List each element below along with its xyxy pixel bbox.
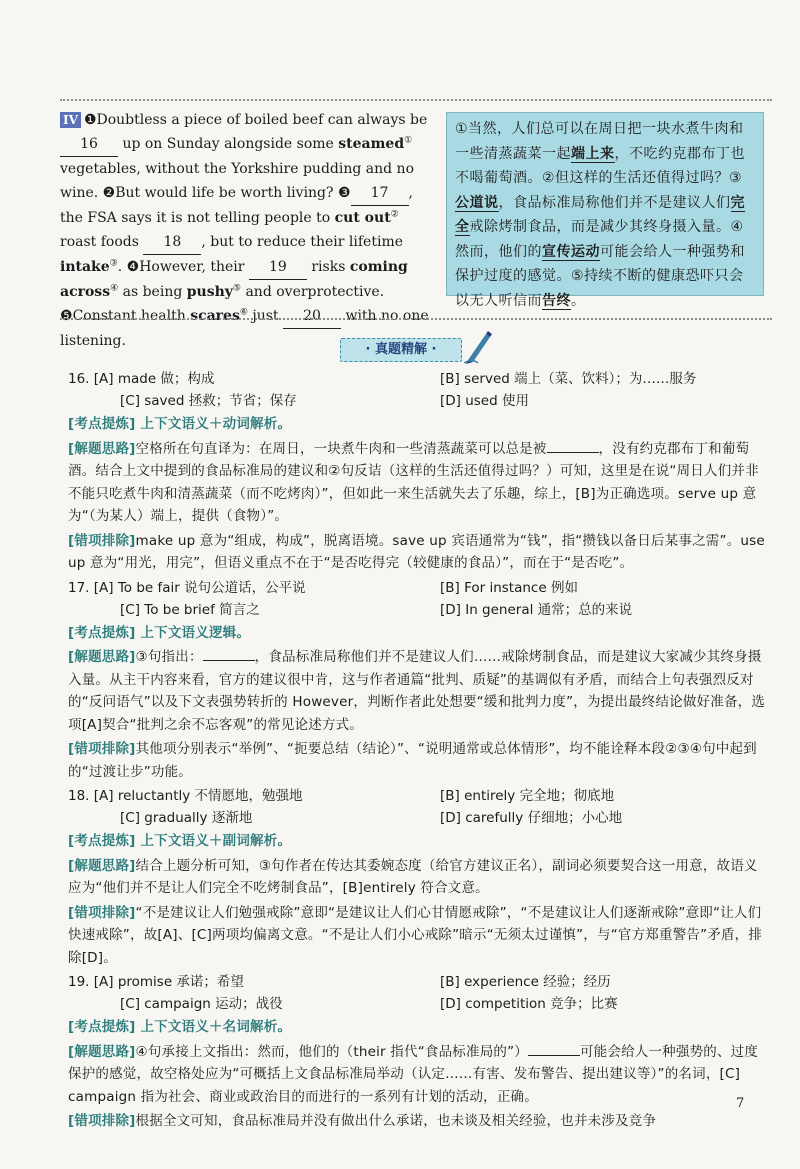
vocab-term: intake xyxy=(60,259,110,275)
q19-kaodian xyxy=(68,1016,768,1039)
q16-option-b: [B] served 端上（菜、饮料）；为……服务 xyxy=(440,371,697,387)
q18-option-c: [C] gradually 逐渐地 xyxy=(120,810,253,826)
translation-keyword: 告终 xyxy=(542,292,571,309)
q16-jieti xyxy=(68,438,768,528)
q18-js-label: [解题思路] xyxy=(68,857,136,874)
bottom-divider xyxy=(60,318,772,320)
answer-blank-16: 16 xyxy=(60,132,118,157)
q17-options-row1 xyxy=(68,577,768,599)
translation-text: ①当然，人们总可以在周日把一块水煮牛肉和一些清蒸蔬菜一起 xyxy=(455,121,744,162)
q18-kaodian xyxy=(68,830,768,853)
q19-options-row2 xyxy=(68,993,768,1015)
q17-kaodian xyxy=(68,622,768,645)
q18-kd: 上下文语义＋副词解析。 xyxy=(135,833,292,849)
q16-option-a: 16. [A] made 做；构成 xyxy=(68,371,215,387)
q18-cx: “不是建议让人们勉强戒除”意即“是建议让人们心甘情愿戒除”，“不是建议让人们逐渐戒除”意即“让人们快速戒除”，故[A]、[C]两项均偏离文意。“不是让人们小心戒除”暗示“无须太过谨慎”，与“官方郑重警告”矛盾，排除[D]。 xyxy=(68,904,763,966)
translation-text: 戒除烤制食品，而是减少其终身摄入量。④然而，他们的 xyxy=(455,219,744,260)
q16-kaodian xyxy=(68,413,768,436)
translation-keyword: 完全 xyxy=(455,194,745,235)
q19-cx: 根据全文可知，食品标准局并没有做出什么承诺，也未谈及相关经验，也并未涉及竞争 xyxy=(135,1113,657,1129)
q19-js-1: ④句承接上文指出：然而，他们的（their 指代“食品标准局的”） xyxy=(135,1043,528,1060)
translation-keyword: 宣传运动 xyxy=(542,243,600,260)
footnote-mark: ④ xyxy=(110,283,119,294)
banner-label: · 真题精解 · xyxy=(340,338,462,362)
translation-text: 可能会给人一种强势和保护过度的感觉。⑤持续不断的健康恐吓只会以无人听信而 xyxy=(455,243,745,309)
section-banner xyxy=(340,338,490,364)
q18-option-b: [B] entirely 完全地；彻底地 xyxy=(440,788,615,804)
page-number: 7 xyxy=(736,1096,745,1111)
q18-option-d: [D] carefully 仔细地；小心地 xyxy=(440,810,623,826)
vocab-term: steamed xyxy=(338,136,405,152)
q16-js-1: 空格所在句直译为：在周日，一块煮牛肉和一些清蒸蔬菜可以总是被 xyxy=(135,440,547,457)
q18-js: 结合上题分析可知，③句作者在传达其委婉态度（给官方建议正名），副词必须要契合这一用意，故语义应为“他们并不是让人们完全不吃烤制食品”，[B]entirely 符合文意。 xyxy=(68,857,758,896)
q19-cx-label: [错项排除] xyxy=(68,1113,136,1129)
q19-jieti xyxy=(68,1041,768,1109)
q16-cx: make up 意为“组成，构成”，脱离语境。save up 宾语通常为“钱”，指“攒钱以备日后某事之需”。use up 意为“用光，用完”，但语义重点不在于“是否吃得完（较健康的食品）”，而在于“是否吃”。 xyxy=(68,532,765,571)
q17-option-c: [C] To be brief 简言之 xyxy=(120,601,260,618)
translation-keyword: 公道说 xyxy=(455,194,499,211)
q17-option-d: [D] In general 通常；总的来说 xyxy=(440,601,633,618)
q17-option-b: [B] For instance 例如 xyxy=(440,579,578,596)
passage-text: IV ❶Doubtless a piece of boiled beef can always be16 up on Sunday alongside some steamed① vegetables, without the Yorkshire pudding and no wine. ❷But would life be worth living? ❸ 17 , the FSA says it is not telling people to cut out② roast foods 18 , but to reduce their lifetime intake③. ❹However, their 19 risks coming across④ as being pushy⑤ and overprotective. ❺Constant health scares⑥ just 20 with no one listening. xyxy=(60,112,429,349)
footnote-mark: ② xyxy=(390,209,399,220)
q19-js-2: 可能会给人一种强势的、过度保护的感觉，故空格处应为“可概括上文食品标准局举动（认定……有害、发布警告、提出建议等）”的名词，[C] campaign 指为社会、商业或政治目的而进行的一系列有计划的活动，正确。 xyxy=(68,1043,759,1105)
q19-option-c: [C] campaign 运动；战役 xyxy=(120,996,283,1012)
q16-kd: 上下文语义＋动词解析。 xyxy=(135,416,292,432)
q19-cuoxiang xyxy=(68,1110,768,1133)
pen-icon xyxy=(464,330,494,364)
q16-options-row1 xyxy=(68,368,768,390)
translation-text: 。 xyxy=(571,292,586,309)
q17-option-a: 17. [A] To be fair 说句公道话，公平说 xyxy=(68,579,306,596)
vocab-term: scares xyxy=(190,308,240,324)
q17-jieti xyxy=(68,646,768,736)
q18-jieti xyxy=(68,855,768,900)
sentence-marker: ❶ xyxy=(83,112,97,128)
translation-box xyxy=(446,112,764,309)
footnote-mark: ③ xyxy=(109,258,118,269)
q17-cx: 其他项分别表示“举例”、“扼要总结（结论）”、“说明通常或总体情形”，均不能诠释本段②③④句中起到的“过渡让步”功能。 xyxy=(68,741,757,780)
translation-text: ，不吃约克郡布丁也不喝葡萄酒。②但这样的生活还值得过吗？③ xyxy=(455,145,745,186)
q17-cuoxiang xyxy=(68,738,768,783)
vocab-term: coming across xyxy=(60,259,408,300)
blank-line xyxy=(528,1041,580,1056)
footnote-mark: ⑥ xyxy=(239,307,248,318)
q18-kd-label: [考点提炼] xyxy=(68,833,136,849)
q18-cx-label: [错项排除] xyxy=(68,904,136,921)
q17-cx-label: [错项排除] xyxy=(68,741,136,757)
q17-js-label: [解题思路] xyxy=(68,649,136,665)
q16-cx-label: [错项排除] xyxy=(68,532,136,549)
q16-kd-label: [考点提炼] xyxy=(68,416,136,432)
answer-content xyxy=(68,368,768,1135)
q16-js-2: ，没有约克郡布丁和葡萄酒。结合上文中提到的食品标准局的建议和②句反诘（这样的生活还值得过吗？）可知，这里是在说“周日人们并非不能只吃煮牛肉和清蒸蔬菜（而不吃烤肉）”，但如此一来生活就失去了乐趣，综上，[B]为正确选项。serve up 意为“（为某人）端上，提供（食物）”。 xyxy=(68,440,759,524)
sentence-marker: ❷ xyxy=(102,185,116,201)
sentence-marker: ❹ xyxy=(126,259,140,275)
q19-option-d: [D] competition 竞争；比赛 xyxy=(440,996,618,1012)
q17-options-row2 xyxy=(68,599,768,621)
q19-js-label: [解题思路] xyxy=(68,1043,136,1060)
sentence-marker: ❺ xyxy=(60,308,73,324)
blank-line xyxy=(547,438,599,453)
q19-option-b: [B] experience 经验；经历 xyxy=(440,974,611,990)
q16-cuoxiang xyxy=(68,530,768,575)
q19-kd: 上下文语义＋名词解析。 xyxy=(135,1019,292,1035)
q18-options-row1 xyxy=(68,785,768,807)
q16-options-row2 xyxy=(68,390,768,412)
q16-option-d: [D] used 使用 xyxy=(440,393,529,409)
q17-kd-label: [考点提炼] xyxy=(68,624,136,641)
q18-options-row2 xyxy=(68,807,768,829)
translation-keyword: 端上来 xyxy=(571,145,615,162)
q17-js-1: ③句指出： xyxy=(135,649,203,665)
q19-options-row1 xyxy=(68,971,768,993)
q16-option-c: [C] saved 拯救；节省；保存 xyxy=(120,393,297,409)
q19-kd-label: [考点提炼] xyxy=(68,1019,136,1035)
sentence-marker: ❸ xyxy=(337,185,351,201)
q17-kd: 上下文语义逻辑。 xyxy=(135,624,251,641)
q18-cuoxiang xyxy=(68,902,768,970)
answer-blank-18: 18 xyxy=(143,230,201,255)
section-number: IV xyxy=(60,112,81,128)
translation-text: ，食品标准局称他们并不是建议人们 xyxy=(498,194,731,211)
answer-blank-19: 19 xyxy=(249,255,307,280)
q19-option-a: 19. [A] promise 承诺；希望 xyxy=(68,974,244,990)
answer-blank-20: 20 xyxy=(283,304,341,329)
footnote-mark: ① xyxy=(404,135,413,146)
footnote-mark: ⑤ xyxy=(232,283,241,294)
q17-js-2: ，食品标准局称他们并不是建议人们……戒除烤制食品，而是建议大家减少其终身摄入量。从主干内容来看，官方的建议很中肯，这与作者通篇“批判、质疑”的基调似有矛盾，而结合上句表强烈反对的“反问语气”以及下文表强势转折的 However，判断作者此处想要“缓和批判力度”，为提出最终结论做好准备，选项[A]契合“批判之余不忘客观”的常见论述方式。 xyxy=(68,649,766,733)
q18-option-a: 18. [A] reluctantly 不情愿地，勉强地 xyxy=(68,788,303,804)
answer-blank-17: 17 xyxy=(351,181,409,206)
q16-js-label: [解题思路] xyxy=(68,440,136,457)
vocab-term: pushy xyxy=(186,284,233,300)
top-divider xyxy=(60,99,772,101)
blank-line xyxy=(203,646,255,661)
vocab-term: cut out xyxy=(334,210,391,226)
